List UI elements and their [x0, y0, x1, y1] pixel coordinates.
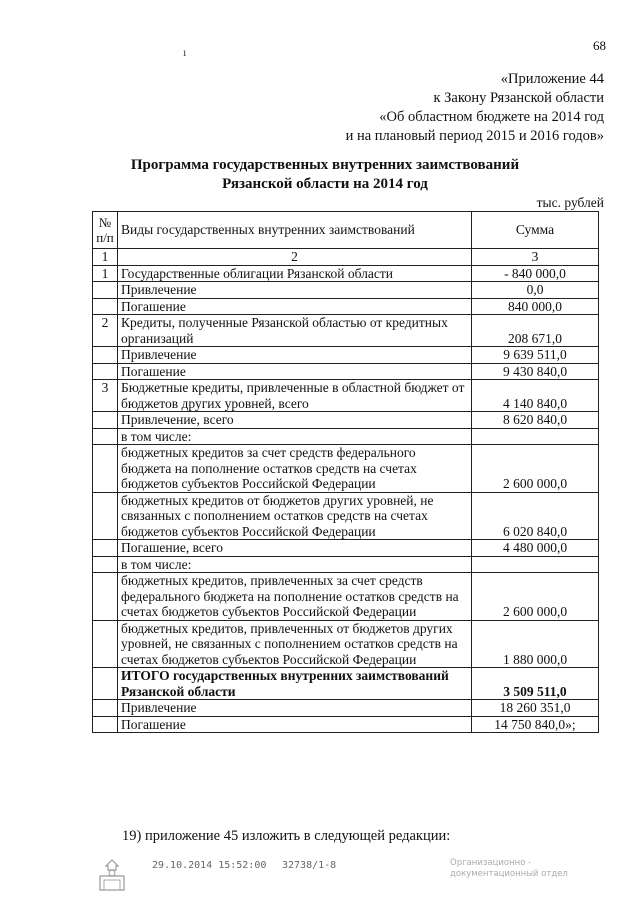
row-num: [93, 620, 118, 668]
table-row: [93, 620, 599, 668]
table-row: [93, 700, 599, 717]
table-row: [93, 347, 599, 364]
row-num: [93, 363, 118, 380]
table-row: [93, 540, 599, 557]
row-sum: 6 020 840,0: [472, 492, 599, 540]
row-num: [93, 492, 118, 540]
row-num: 2: [93, 315, 118, 347]
row-kind: бюджетных кредитов, привлеченных за счет средств федерального бюджета на пополнение остатков средств на счетах бюджетов субъектов Российской Федерации: [118, 573, 472, 621]
row-kind: Привлечение, всего: [118, 412, 472, 429]
row-num: [93, 716, 118, 733]
row-sum: [472, 556, 599, 573]
table-row: [93, 363, 599, 380]
table-row: [93, 573, 599, 621]
title-line: Рязанской области на 2014 год: [222, 176, 428, 192]
table-row: [93, 556, 599, 573]
row-sum: 1 880 000,0: [472, 620, 599, 668]
registration-stamp-icon: [92, 858, 132, 892]
borrowings-table: [92, 211, 599, 733]
table-row: [93, 315, 599, 347]
footer: [0, 858, 640, 898]
column-number: 3: [472, 249, 599, 266]
row-kind: Погашение, всего: [118, 540, 472, 557]
table-row: [93, 428, 599, 445]
row-sum: 208 671,0: [472, 315, 599, 347]
row-num: [93, 445, 118, 493]
row-kind: Кредиты, полученные Рязанской областью от кредитных организаций: [118, 315, 472, 347]
column-number: 1: [93, 249, 118, 266]
footer-department-line: Организационно -: [450, 858, 532, 868]
row-kind: Привлечение: [118, 282, 472, 299]
title-line: Программа государственных внутренних заимствований: [130, 157, 520, 173]
table-row: [93, 492, 599, 540]
table-row: [93, 380, 599, 412]
row-kind: Привлечение: [118, 700, 472, 717]
table-row: [93, 716, 599, 733]
table-row: [93, 298, 599, 315]
row-sum: 0,0: [472, 282, 599, 299]
row-kind: Государственные облигации Рязанской области: [118, 265, 472, 282]
row-num: 1: [93, 265, 118, 282]
appendix-line: и на плановый период 2015 и 2016 годов»: [345, 128, 604, 144]
appendix-header: [346, 70, 604, 146]
table-row: [93, 265, 599, 282]
table-row: [93, 668, 599, 700]
page-number: 68: [593, 38, 606, 53]
row-kind: ИТОГО государственных внутренних заимствований Рязанской области: [118, 668, 472, 700]
header-num: № п/п: [93, 212, 118, 249]
row-kind: Погашение: [118, 363, 472, 380]
footer-code: 32738/1-8: [282, 860, 337, 871]
row-num: [93, 700, 118, 717]
margin-tick-mark: ı: [183, 45, 187, 59]
row-num: [93, 540, 118, 557]
appendix-line: «Приложение 44: [500, 71, 604, 87]
table-body: [93, 265, 599, 733]
row-num: [93, 668, 118, 700]
row-num: [93, 282, 118, 299]
row-sum: 14 750 840,0»;: [472, 716, 599, 733]
row-sum: 2 600 000,0: [472, 573, 599, 621]
row-sum: 2 600 000,0: [472, 445, 599, 493]
header-sum: Сумма: [472, 212, 599, 249]
header-kind: Виды государственных внутренних заимствований: [118, 212, 472, 249]
row-sum: 4 140 840,0: [472, 380, 599, 412]
row-num: 3: [93, 380, 118, 412]
row-kind: Погашение: [118, 716, 472, 733]
appendix-line: к Закону Рязанской области: [433, 90, 604, 106]
table-row: [93, 282, 599, 299]
row-kind: в том числе:: [118, 428, 472, 445]
footer-date: 29.10.2014 15:52:00: [152, 860, 267, 871]
row-sum: [472, 428, 599, 445]
column-number: 2: [118, 249, 472, 266]
row-kind: бюджетных кредитов за счет средств федерального бюджета на пополнение остатков средств на счетах бюджетов субъектов Российской Федерации: [118, 445, 472, 493]
row-sum: 18 260 351,0: [472, 700, 599, 717]
row-sum: - 840 000,0: [472, 265, 599, 282]
row-kind: бюджетных кредитов, привлеченных от бюджетов других уровней, не связанных с пополнением остатков средств на счетах бюджетов субъектов Российской Федерации: [118, 620, 472, 668]
row-kind: Погашение: [118, 298, 472, 315]
row-num: [93, 556, 118, 573]
row-num: [93, 573, 118, 621]
row-num: [93, 347, 118, 364]
row-num: [93, 298, 118, 315]
row-sum: 840 000,0: [472, 298, 599, 315]
row-sum: 4 480 000,0: [472, 540, 599, 557]
table-row: [93, 412, 599, 429]
appendix-line: «Об областном бюджете на 2014 год: [379, 109, 604, 125]
footer-department-line: документационный отдел: [450, 869, 568, 879]
row-kind: бюджетных кредитов от бюджетов других уровней, не связанных с пополнением остатков средств на счетах бюджетов субъектов Российской Федерации: [118, 492, 472, 540]
row-sum: 8 620 840,0: [472, 412, 599, 429]
row-kind: в том числе:: [118, 556, 472, 573]
row-num: [93, 412, 118, 429]
table-header-row: [93, 212, 599, 249]
units-label: тыс. рублей: [536, 195, 604, 210]
table-row: [93, 445, 599, 493]
column-numbering-row: [93, 249, 599, 266]
following-paragraph: 19) приложение 45 изложить в следующей редакции:: [122, 828, 451, 844]
footer-department: [450, 858, 568, 880]
row-num: [93, 428, 118, 445]
row-sum: 9 639 511,0: [472, 347, 599, 364]
row-kind: Привлечение: [118, 347, 472, 364]
row-kind: Бюджетные кредиты, привлеченные в областной бюджет от бюджетов других уровней, всего: [118, 380, 472, 412]
document-title: [90, 156, 560, 194]
row-sum: 3 509 511,0: [472, 668, 599, 700]
row-sum: 9 430 840,0: [472, 363, 599, 380]
